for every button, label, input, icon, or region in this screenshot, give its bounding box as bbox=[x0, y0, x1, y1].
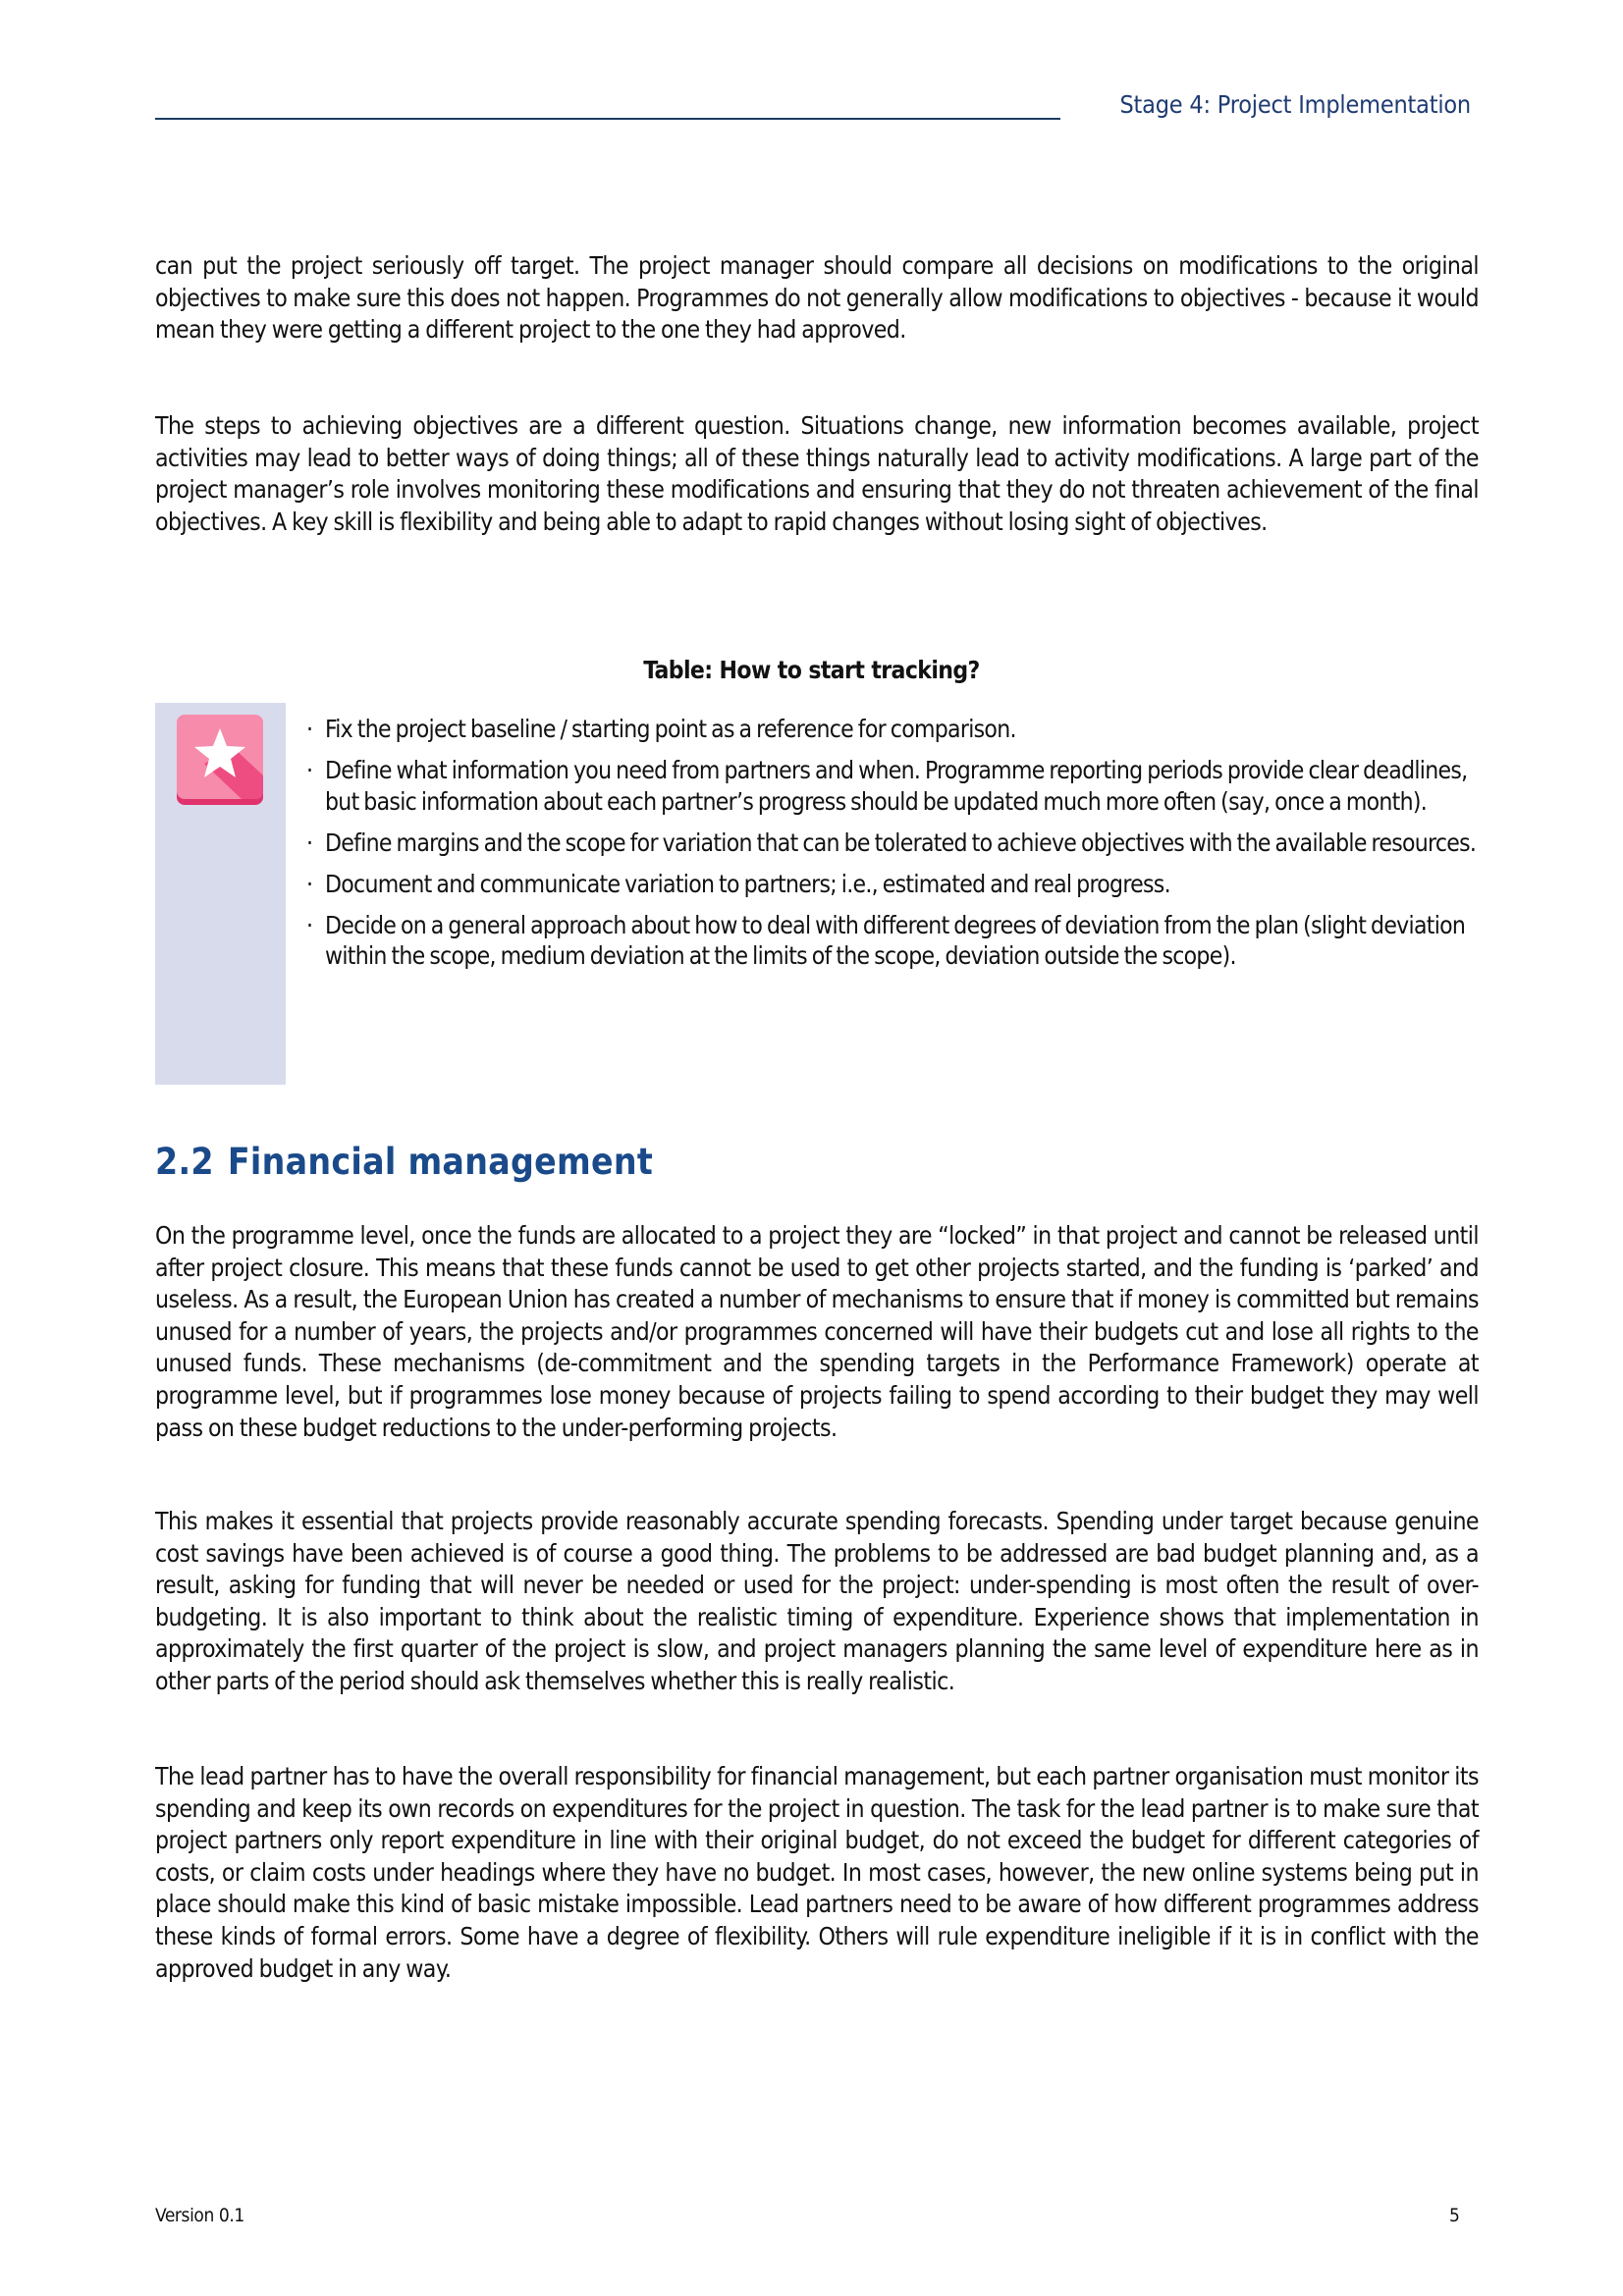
body-paragraph: This makes it essential that projects provide reasonably accurate spending forecasts. Spending under target because genuine cost savings have been achieved is of course a good thing. The problems to be addressed are bad budget planning and, as a result, asking for funding that will never be needed or used for the project: under-spending is most often the result of over-budgeting. It is also important to think about the realistic timing of expenditure. Experience shows that implementation in approximately the first quarter of the project is slow, and project managers planning the same level of expenditure here as in other parts of the period should ask themselves whether this is really realistic. bbox=[155, 1507, 1479, 1695]
body-paragraph: The lead partner has to have the overall responsibility for financial management, but each partner organisation must monitor its spending and keep its own records on expenditures for the project in question. The task for the lead partner is to make sure that project partners only report expenditure in line with their original budget, do not exceed the budget for different categories of costs, or claim costs under headings where they have no budget. In most cases, however, the new online systems being put in place should make this kind of basic mistake impossible. Lead partners need to be aware of how different programmes address these kinds of formal errors. Some have a degree of flexibility. Others will rule expenditure ineligible if it is in conflict with the approved budget in any way. bbox=[155, 1762, 1479, 1983]
section-heading bbox=[155, 1141, 653, 1183]
list-item bbox=[306, 755, 1485, 817]
list-item bbox=[306, 910, 1485, 972]
running-header-title: Stage 4: Project Implementation bbox=[1119, 90, 1471, 119]
table-caption bbox=[0, 656, 1623, 684]
bullet: · bbox=[306, 869, 313, 898]
star-icon bbox=[177, 715, 263, 805]
tracking-tips-list bbox=[306, 714, 1485, 982]
body-paragraph: On the programme level, once the funds are allocated to a project they are “locked” in that project and cannot be released until after project closure. This means that these funds cannot be used to get other projects started, and the funding is ‘parked’ and useless. As a result, the European Union has created a number of mechanisms to ensure that if money is committed but remains unused for a number of years, the projects and/or programmes concerned will have their budgets cut and lose all rights to the unused funds. These mechanisms (de-commitment and the spending targets in the Performance Framework) operate at programme level, but if programmes lose money because of projects failing to spend according to their budget they may well pass on these budget reductions to the under-performing projects. bbox=[155, 1221, 1479, 1442]
header-rule bbox=[155, 118, 1060, 120]
footer-version: Version 0.1 bbox=[155, 2205, 244, 2226]
section-title: Financial management bbox=[227, 1141, 654, 1183]
bullet: · bbox=[306, 715, 313, 743]
bullet: · bbox=[306, 756, 313, 784]
list-item-text: Document and communicate variation to partners; i.e., estimated and real progress. bbox=[325, 869, 1170, 898]
page-header bbox=[155, 90, 1471, 122]
section-number: 2.2 bbox=[155, 1141, 214, 1183]
tip-sidebar-panel bbox=[155, 703, 286, 1085]
list-item-text: Define margins and the scope for variation that can be tolerated to achieve objectives with the available resources. bbox=[325, 828, 1477, 857]
table-caption-text: Table: How to start tracking? bbox=[643, 656, 980, 684]
footer-page-number: 5 bbox=[1449, 2205, 1460, 2226]
body-paragraph: can put the project seriously off target. The project manager should compare all decisions on modifications to the original objectives to make sure this does not happen. Programmes do not generally allow modifications to objectives - because it would mean they were getting a different project to the one they had approved. bbox=[155, 251, 1479, 345]
list-item bbox=[306, 869, 1485, 900]
list-item-text: Decide on a general approach about how to deal with different degrees of deviation from the plan (slight deviation within the scope, medium deviation at the limits of the scope, deviation outside the scope). bbox=[325, 910, 1466, 970]
list-item bbox=[306, 828, 1485, 859]
list-item-text: Fix the project baseline / starting point as a reference for comparison. bbox=[325, 715, 1016, 743]
list-item bbox=[306, 714, 1485, 745]
bullet: · bbox=[306, 910, 313, 939]
list-item-text: Define what information you need from partners and when. Programme reporting periods provide clear deadlines, but basic information about each partner’s progress should be updated much more often (say, once a month). bbox=[325, 756, 1468, 816]
bullet: · bbox=[306, 828, 313, 857]
body-paragraph: The steps to achieving objectives are a different question. Situations change, new information becomes available, project activities may lead to better ways of doing things; all of these things naturally lead to activity modifications. A large part of the project manager’s role involves monitoring these modifications and ensuring that they do not threaten achievement of the final objectives. A key skill is flexibility and being able to adapt to rapid changes without losing sight of objectives. bbox=[155, 411, 1479, 536]
